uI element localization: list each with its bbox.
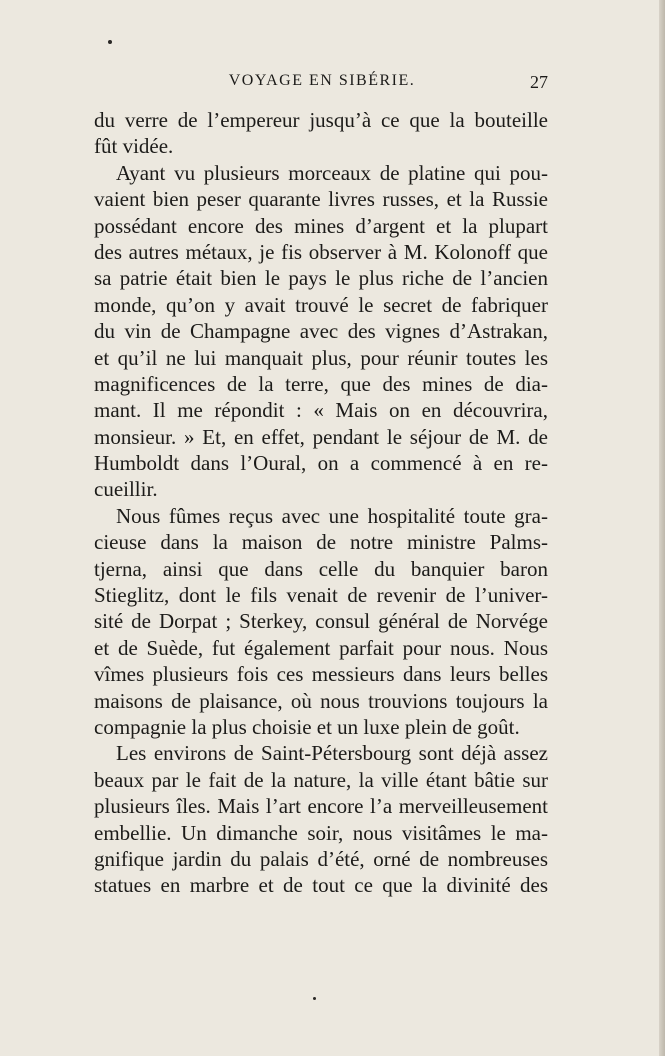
text-line: fût vidée. [94, 134, 174, 159]
text-line: tjerna, ainsi que dans celle du banquier baron [94, 556, 548, 581]
running-title: VOYAGE EN SIBÉRIE. [228, 72, 416, 89]
text-line: embellie. Un dimanche soir, nous visitâmes le ma- [94, 820, 548, 845]
text-line: mant. Il me répondit : « Mais on en découvrira, [94, 398, 548, 423]
text-line: possédant encore des mines d’argent et la plupart [94, 213, 548, 238]
text-line: et de Suède, fut également parfait pour nous. Nous [94, 635, 548, 660]
text-line: vîmes plusieurs fois ces messieurs dans leurs belles [94, 662, 548, 687]
text-line: monde, qu’on y avait trouvé le secret de fabriquer [94, 292, 548, 317]
text-line: Ayant vu plusieurs morceaux de platine qui pou- [116, 160, 548, 185]
text-line: statues en marbre et de tout ce que la divinité des [94, 873, 548, 898]
text-line: sité de Dorpat ; Sterkey, consul général de Norvége [94, 609, 548, 634]
ink-speck-top [108, 40, 112, 44]
text-line: vaient bien peser quarante livres russes, et la Russie [94, 187, 548, 212]
text-line: du verre de l’empereur jusqu’à ce que la bouteille [94, 108, 548, 132]
text-line: gnifique jardin du palais d’été, orné de nombreuses [94, 846, 548, 871]
text-line: plusieurs îles. Mais l’art encore l’a merveilleusement [94, 794, 548, 819]
text-line: Nous fûmes reçus avec une hospitalité toute gra- [116, 503, 548, 528]
text-line: et qu’il ne lui manquait plus, pour réunir toutes les [94, 345, 548, 370]
page-number: 27 [530, 72, 548, 92]
text-line: beaux par le fait de la nature, la ville étant bâtie sur [94, 767, 548, 792]
text-line: cieuse dans la maison de notre ministre Palms- [94, 530, 548, 555]
page-header [96, 72, 548, 102]
page-edge-shadow [659, 0, 665, 1056]
text-line: Stieglitz, dont le fils venait de revenir de l’univer- [94, 583, 548, 608]
text-line: des autres métaux, je fis observer à M. Kolonoff que [94, 239, 548, 264]
text-line: maisons de plaisance, où nous trouvions toujours la [94, 688, 548, 713]
ink-speck-bottom [313, 997, 316, 1000]
text-line: cueillir. [94, 477, 158, 502]
text-line: Humboldt dans l’Oural, on a commencé à en re- [94, 451, 548, 476]
body-text [94, 107, 548, 899]
text-line: monsieur. » Et, en effet, pendant le séjour de M. de [94, 424, 548, 449]
text-line: compagnie la plus choisie et un luxe plein de goût. [94, 714, 520, 739]
text-line: magnificences de la terre, que des mines de dia- [94, 371, 548, 396]
text-line: sa patrie était bien le pays le plus riche de l’ancien [94, 266, 548, 291]
text-line: du vin de Champagne avec des vignes d’Astrakan, [94, 319, 548, 344]
text-line: Les environs de Saint-Pétersbourg sont déjà assez [116, 741, 548, 766]
